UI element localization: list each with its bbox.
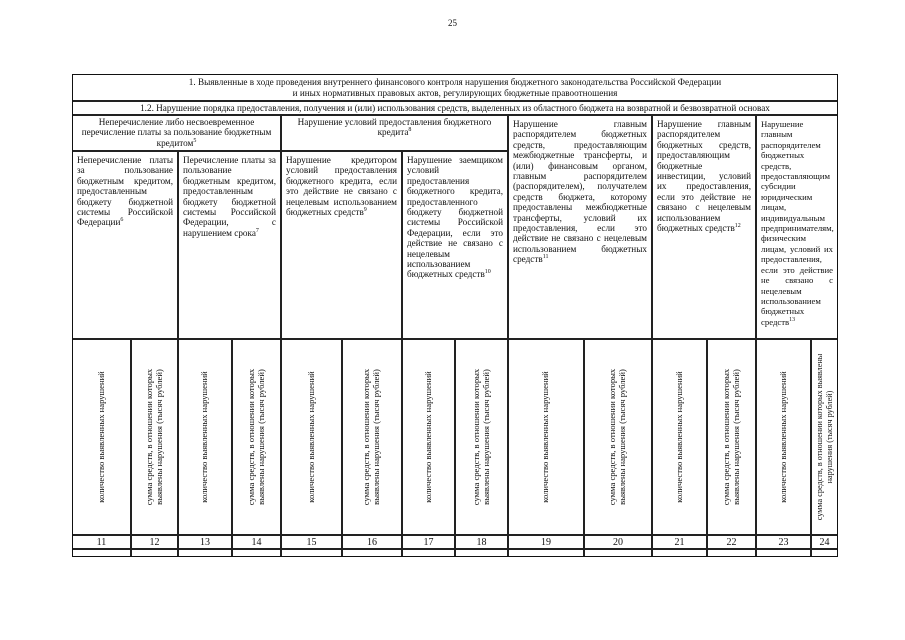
group-budget-investments-text: Нарушение главным распорядителем бюджетных средств, предоставляющим бюджетные инвестиции, условий их предоставления, если это действие не связано с нецелевым использованием бюджетных средств [657, 119, 751, 234]
col-number-13: 13 [178, 535, 232, 549]
group-budget-investments [652, 115, 756, 339]
group-payment-for-credit [72, 115, 281, 151]
col-sum-label: сумма средств, в отношении которых выявлены нарушения (тысяч рублей) [607, 368, 627, 506]
section-title: 1.2. Нарушение порядка предоставления, получения и (или) использования средств, выделенных из областного бюджета на возвратной и безвозвратной основах [72, 101, 838, 115]
subgroup-borrower-violation [402, 151, 508, 339]
col-number-22: 22 [707, 535, 756, 549]
col-count-label: количество выявленных нарушений [199, 371, 210, 503]
data-cell-23 [756, 549, 811, 557]
col-23-header [756, 339, 811, 535]
col-21-header [652, 339, 707, 535]
data-cell-22 [707, 549, 756, 557]
subgroup-late-transfer-text: Перечисление платы за пользование бюджетным кредитом, предоставленным бюджету бюджетной системы Российской Федерации, с нарушением срока [183, 155, 276, 238]
data-cell-11 [72, 549, 131, 557]
col-number-19: 19 [508, 535, 584, 549]
col-22-header [707, 339, 756, 535]
col-number-11: 11 [72, 535, 131, 549]
subgroup-borrower-violation-text: Нарушение заемщиком условий предоставления бюджетного кредита, предоставленного бюджету бюджетной системы Российской Федерации, если это действие не связано с нецелевым использованием бюджетных средств [407, 155, 503, 280]
footnote-ref: 8 [408, 127, 412, 134]
col-16-header [342, 339, 402, 535]
data-cell-12 [131, 549, 178, 557]
page-number: 25 [448, 18, 457, 28]
col-24-header [811, 339, 838, 535]
data-cell-24 [811, 549, 838, 557]
col-13-header [178, 339, 232, 535]
col-number-14: 14 [232, 535, 281, 549]
col-count-label: количество выявленных нарушений [305, 371, 316, 503]
col-count-label: количество выявленных нарушений [673, 371, 684, 503]
col-number-12: 12 [131, 535, 178, 549]
col-sum-label: сумма средств, в отношении которых выявлены нарушения (тысяч рублей) [814, 353, 834, 521]
col-count-label: количество выявленных нарушений [95, 371, 106, 503]
footnote-ref: 5 [193, 137, 197, 144]
group-credit-conditions [281, 115, 508, 151]
col-14-header [232, 339, 281, 535]
col-number-20: 20 [584, 535, 652, 549]
col-count-label: количество выявленных нарушений [422, 371, 433, 503]
footnote-ref: 10 [484, 269, 491, 276]
col-17-header [402, 339, 455, 535]
col-19-header [508, 339, 584, 535]
col-number-16: 16 [342, 535, 402, 549]
col-12-header [131, 339, 178, 535]
subgroup-creditor-violation [281, 151, 402, 339]
data-cell-14 [232, 549, 281, 557]
table-title-line2: и иных нормативных правовых актов, регулирующих бюджетные правоотношения [292, 87, 618, 98]
col-sum-label: сумма средств, в отношении которых выявлены нарушения (тысяч рублей) [470, 368, 491, 506]
group-interbudget-transfers-text: Нарушение главным распорядителем бюджетных средств, предоставляющим межбюджетные трансферты, и (или) финансовым органом, главным распорядителем (распорядителем), получателем средств бюджета, которому предоставлены межбюджетные трансферты, условий их предоставления, если это действие не связано с нецелевым использованием бюджетных средств [513, 119, 647, 265]
group-subsidies [756, 115, 838, 339]
footnote-ref: 11 [542, 254, 549, 261]
data-cell-21 [652, 549, 707, 557]
footnote-ref: 9 [363, 206, 367, 213]
col-20-header [584, 339, 652, 535]
subgroup-late-transfer [178, 151, 281, 339]
data-cell-17 [402, 549, 455, 557]
col-18-header [455, 339, 508, 535]
data-cell-16 [342, 549, 402, 557]
subgroup-non-transfer [72, 151, 178, 339]
col-sum-label: сумма средств, в отношении которых выявлены нарушения (тысяч рублей) [245, 368, 266, 506]
footnote-ref: 6 [120, 217, 124, 224]
col-number-23: 23 [756, 535, 811, 549]
col-sum-label: сумма средств, в отношении которых выявлены нарушения (тысяч рублей) [361, 368, 381, 506]
footnote-ref: 7 [255, 227, 259, 234]
data-cell-13 [178, 549, 232, 557]
col-15-header [281, 339, 342, 535]
subgroup-non-transfer-text: Неперечисление платы за пользование бюджетным кредитом, предоставленным бюджету бюджетной системы Российской Федерации [77, 155, 173, 228]
table-title [72, 74, 838, 101]
col-11-header [72, 339, 131, 535]
col-sum-label: сумма средств, в отношении которых выявлены нарушения (тысяч рублей) [720, 368, 741, 506]
footnote-ref: 13 [789, 316, 796, 323]
group-payment-for-credit-text: Неперечисление либо несвоевременное перечисление платы за пользование бюджетным кредитом [81, 117, 272, 148]
col-count-label: количество выявленных нарушений [540, 371, 551, 503]
col-sum-label: сумма средств, в отношении которых выявлены нарушения (тысяч рублей) [143, 368, 164, 506]
col-count-label: количество выявленных нарушений [777, 371, 788, 503]
footnote-ref: 12 [734, 223, 741, 229]
data-cell-15 [281, 549, 342, 557]
table-title-line1: 1. Выявленные в ходе проведения внутреннего финансового контроля нарушения бюджетного законодательства Российской Федерации [188, 77, 722, 87]
data-cell-20 [584, 549, 652, 557]
col-number-21: 21 [652, 535, 707, 549]
group-credit-conditions-text: Нарушение условий предоставления бюджетного кредита [297, 117, 492, 138]
col-number-18: 18 [455, 535, 508, 549]
subgroup-creditor-violation-text: Нарушение кредитором условий предоставления бюджетного кредита, если это действие не связано с нецелевым использованием бюджетных средств [286, 155, 397, 218]
col-number-17: 17 [402, 535, 455, 549]
data-cell-19 [508, 549, 584, 557]
data-cell-18 [455, 549, 508, 557]
col-number-15: 15 [281, 535, 342, 549]
col-number-24: 24 [811, 535, 838, 549]
group-interbudget-transfers [508, 115, 652, 339]
group-subsidies-text: Нарушение главным распорядителем бюджетных средств, предоставляющим субсидии юридическим лицам, индивидуальным предпринимателям, физическим лицам, условий их предоставления, если это действие не связано с нецелевым использованием бюджетных средств [761, 119, 834, 327]
